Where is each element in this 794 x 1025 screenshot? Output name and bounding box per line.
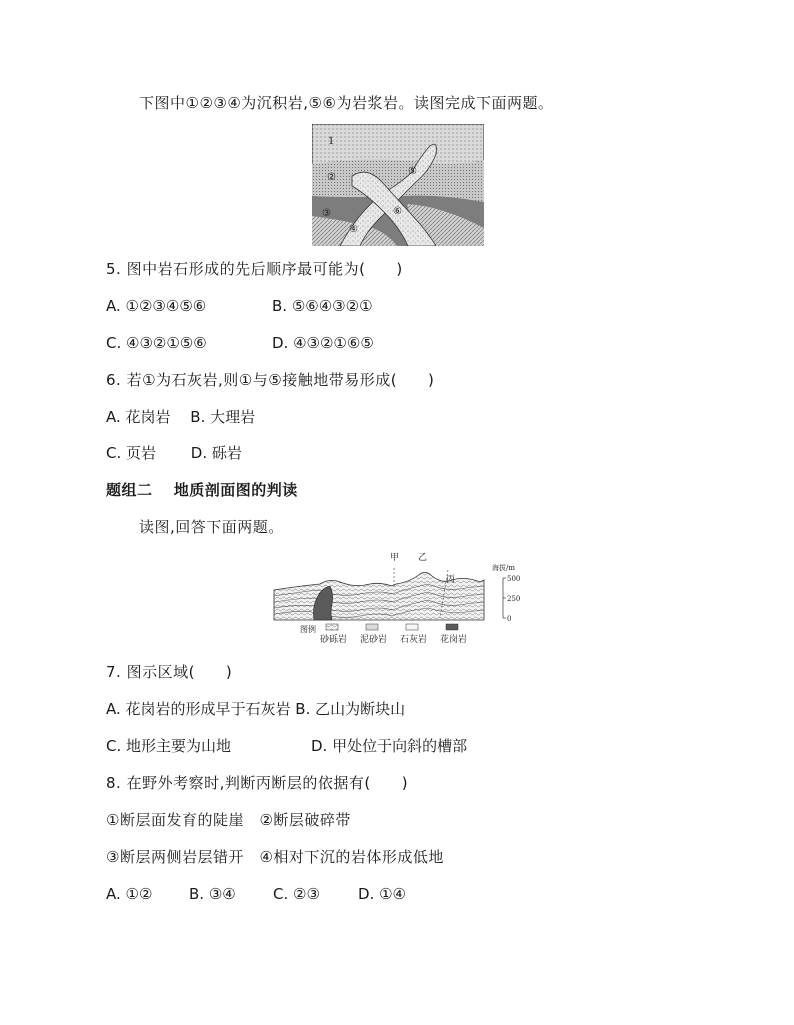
tick-500: 500 — [507, 575, 521, 583]
legend-swatch-mudstone — [366, 624, 378, 630]
q6-options-cd[interactable]: C. 页岩 D. 砾岩 — [106, 444, 242, 462]
label-2: ② — [327, 172, 336, 183]
rock-formation-figure — [312, 124, 484, 246]
q8-statements-2: ③断层两侧岩层错开 ④相对下沉的岩体形成低地 — [106, 848, 444, 866]
q7-option-c[interactable]: C. 地形主要为山地 — [106, 737, 232, 755]
q5-stem: 5. 图中岩石形成的先后顺序最可能为( ) — [106, 260, 403, 278]
label-yi: 乙 — [418, 553, 428, 563]
legend-label-limestone: 石灰岩 — [400, 635, 428, 645]
section-heading: 题组二 地质剖面图的判读 — [106, 481, 298, 499]
legend-title: 图例 — [300, 625, 316, 634]
q5-option-b[interactable]: B. ⑤⑥④③②① — [272, 297, 373, 315]
legend-swatch-limestone — [406, 624, 418, 630]
label-1: 1 — [328, 136, 335, 147]
q8-option-d[interactable]: D. ①④ — [358, 885, 406, 903]
q8-option-b[interactable]: B. ③④ — [189, 885, 236, 903]
legend-label-granite: 花岗岩 — [440, 635, 468, 645]
q8-option-c[interactable]: C. ②③ — [273, 885, 320, 903]
legend-label-mudstone: 泥砂岩 — [360, 635, 388, 645]
label-bing: 丙 — [446, 575, 456, 585]
q7-option-d[interactable]: D. 甲处位于向斜的槽部 — [311, 737, 468, 755]
label-6: ⑥ — [393, 206, 402, 217]
q8-statements-1: ①断层面发育的陡崖 ②断层破碎带 — [106, 811, 351, 829]
q5-option-a[interactable]: A. ①②③④⑤⑥ — [106, 297, 207, 315]
label-jia: 甲 — [390, 553, 400, 563]
label-3: ③ — [322, 208, 331, 219]
q8-option-a[interactable]: A. ①② — [106, 885, 153, 903]
elevation-axis-title: 海拔/m — [492, 564, 515, 572]
q8-stem: 8. 在野外考察时,判断丙断层的依据有( ) — [106, 774, 409, 792]
q6-stem: 6. 若①为石灰岩,则①与⑤接触地带易形成( ) — [106, 371, 435, 389]
q7-stem: 7. 图示区域( ) — [106, 663, 233, 681]
q5-option-d[interactable]: D. ④③②①⑥⑤ — [272, 334, 374, 352]
label-5: ⑤ — [408, 166, 417, 177]
intro-text-2: 读图,回答下面两题。 — [139, 518, 284, 536]
q5-option-c[interactable]: C. ④③②①⑤⑥ — [106, 334, 207, 352]
q7-options-ab[interactable]: A. 花岗岩的形成早于石灰岩 B. 乙山为断块山 — [106, 700, 406, 718]
geologic-section-figure — [270, 548, 530, 646]
legend-swatch-conglomerate — [326, 624, 338, 630]
legend-label-conglomerate: 砂砾岩 — [320, 635, 348, 645]
tick-0: 0 — [507, 615, 512, 623]
legend-swatch-granite — [446, 624, 458, 630]
q6-options-ab[interactable]: A. 花岗岩 B. 大理岩 — [106, 408, 256, 426]
label-4: ④ — [349, 224, 358, 235]
tick-250: 250 — [507, 595, 521, 603]
geologic-section-diagram — [270, 548, 530, 646]
intro-text-1: 下图中①②③④为沉积岩,⑤⑥为岩浆岩。读图完成下面两题。 — [139, 94, 554, 112]
rock-formation-diagram — [312, 124, 484, 246]
